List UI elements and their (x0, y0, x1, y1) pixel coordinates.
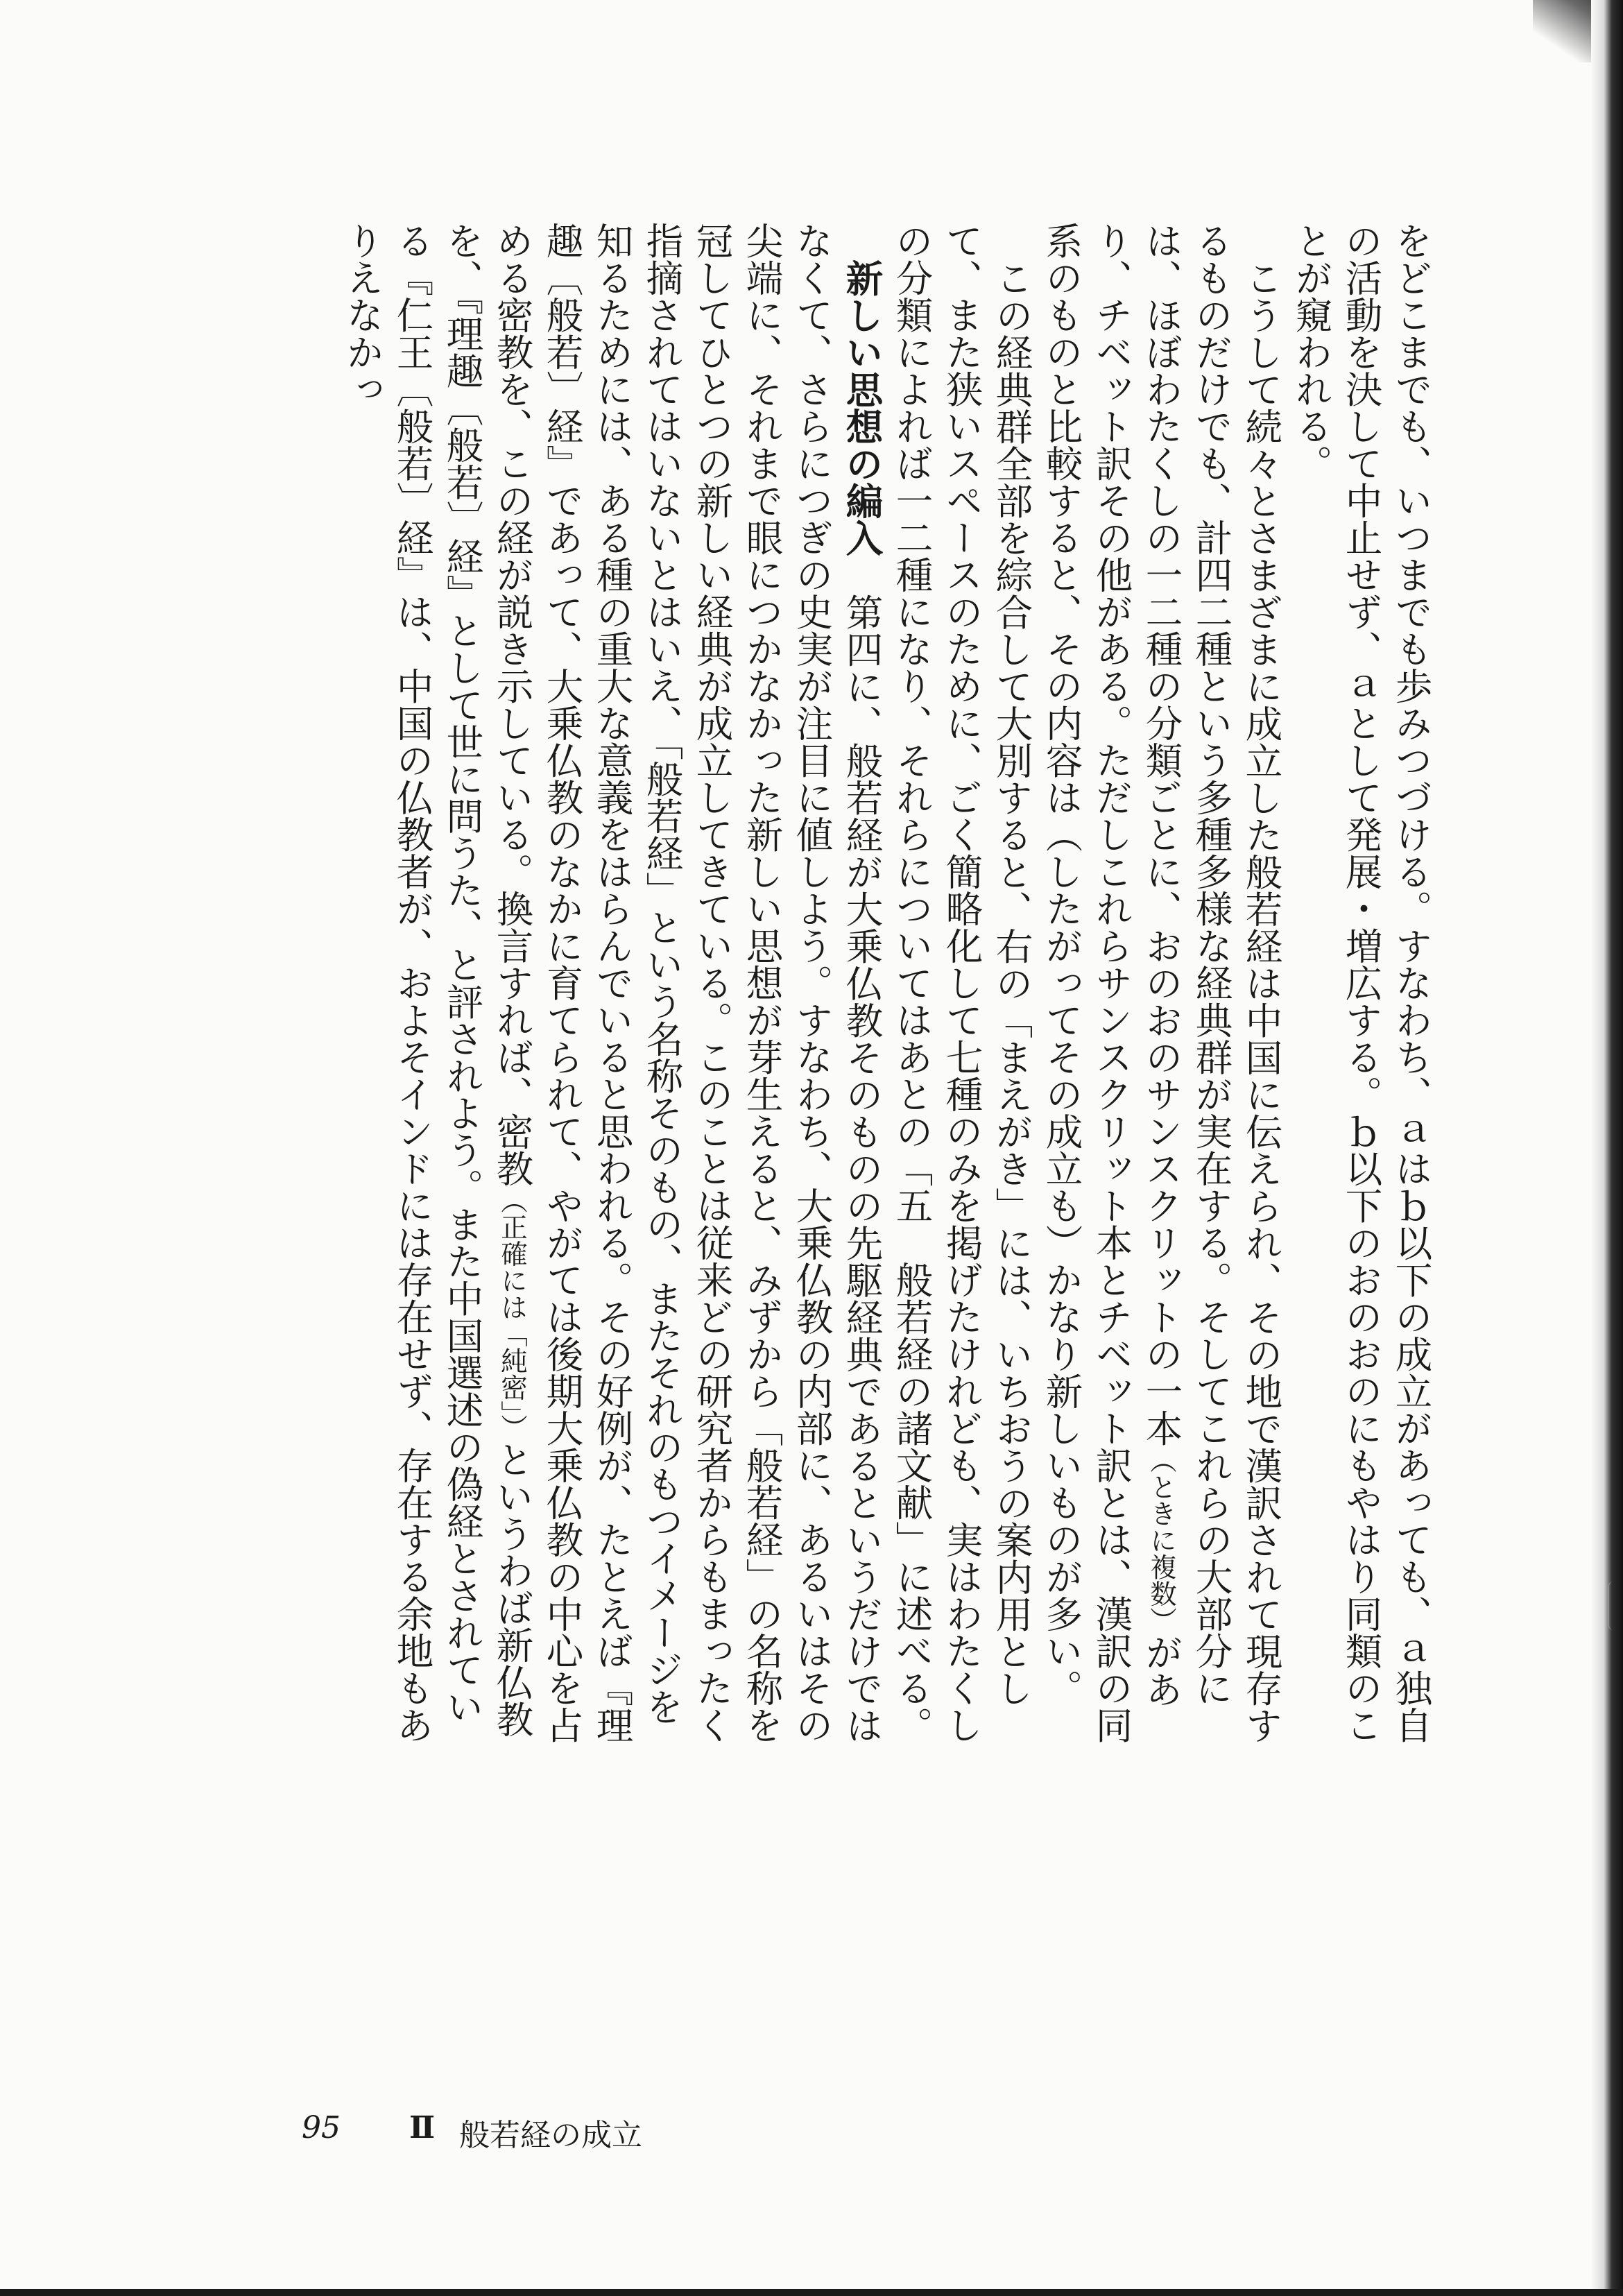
scan-bottom-edge (0, 2289, 1623, 2296)
parenthetical-note: （正確には「純密」） (497, 1187, 528, 1441)
paragraph-chinese-translations (1036, 222, 1286, 1762)
margin-pencil-mark (1608, 1582, 1619, 1630)
paragraph-text: があり、チベット訳その他がある。ただしこれらサンスクリット本とチベット訳とは、漢訳の同系のものと比較すると、その内容は（したがってその成立も）かなり新しいものが多い。 (1040, 222, 1183, 1744)
section-heading: 新しい思想の編入 (840, 259, 884, 556)
paragraph-new-thought (337, 222, 886, 1762)
paragraph-continued: をどこまでも、いつまでも歩みつづける。すなわち、ａはｂ以下の成立があっても、ａ独自の活動を決して中止せず、ａとして発展・増広する。ｂ以下のおのおのにもやはり同類のことが窺われる。 (1289, 222, 1433, 1744)
parenthetical-note: （ときに複数） (1146, 1446, 1177, 1634)
part-numeral: Ⅱ (409, 2110, 436, 2145)
paragraph-text: というわば新仏教を、『理趣〔般若〕経』として世に問うた、と評されよう。また中国選述の偽経とされている『仁王〔般若〕経』は、中国の仏教者が、およそインドには存在せず、存在する余地もありえなかっ (341, 222, 534, 1744)
paragraph-text: 第四に、般若経が大乗仏教そのものの先駆経典であるというだけではなくて、さらにつぎの史実が注目に値しよう。すなわち、大乗仏教の内部に、あるいはその尖端に、それまで眼につかなかった新しい思想が芽生えると、みずから「般若経」の名称を冠してひとつの新しい経典が成立してきている。このことは従来どの研究者からもまったく指摘されてはいないとはいえ、「般若経」という名称そのもの、またそれのもつイメージを知るためには、ある種の重大な意義をはらんでいると思われる。その好例が、たとえば『理趣〔般若〕経』であって、大乗仏教のなかに育てられて、やがては後期大乗仏教の中心を占める密教を、この経が説き示している。換言すれば、密教 (490, 222, 884, 1744)
scan-binding-edge (1591, 0, 1623, 2296)
page-number: 95 (302, 2110, 341, 2145)
paragraph-text: こうして続々とさまざまに成立した般若経は中国に伝えられ、その地で漢訳されて現存するものだけでも、計四二種という多種多様な経典群が実在する。そしてこれらの大部分には、ほぼわたくしの一二種の分類ごとに、おのおのサンスクリットの一本 (1140, 222, 1283, 1744)
paragraph-classification: この経典群全部を綜合して大別すると、右の「まえがき」には、いちおうの案内用として、また狭いスペースのために、ごく簡略化して七種のみを掲げたけれども、実はわたくしの分類によれば一二種になり、それらについてはあとの「五 般若経の諸文献」に述べる。 (890, 222, 1033, 1744)
running-head: 般若経の成立 (459, 2118, 642, 2153)
vertical-text-body (274, 222, 1436, 1762)
